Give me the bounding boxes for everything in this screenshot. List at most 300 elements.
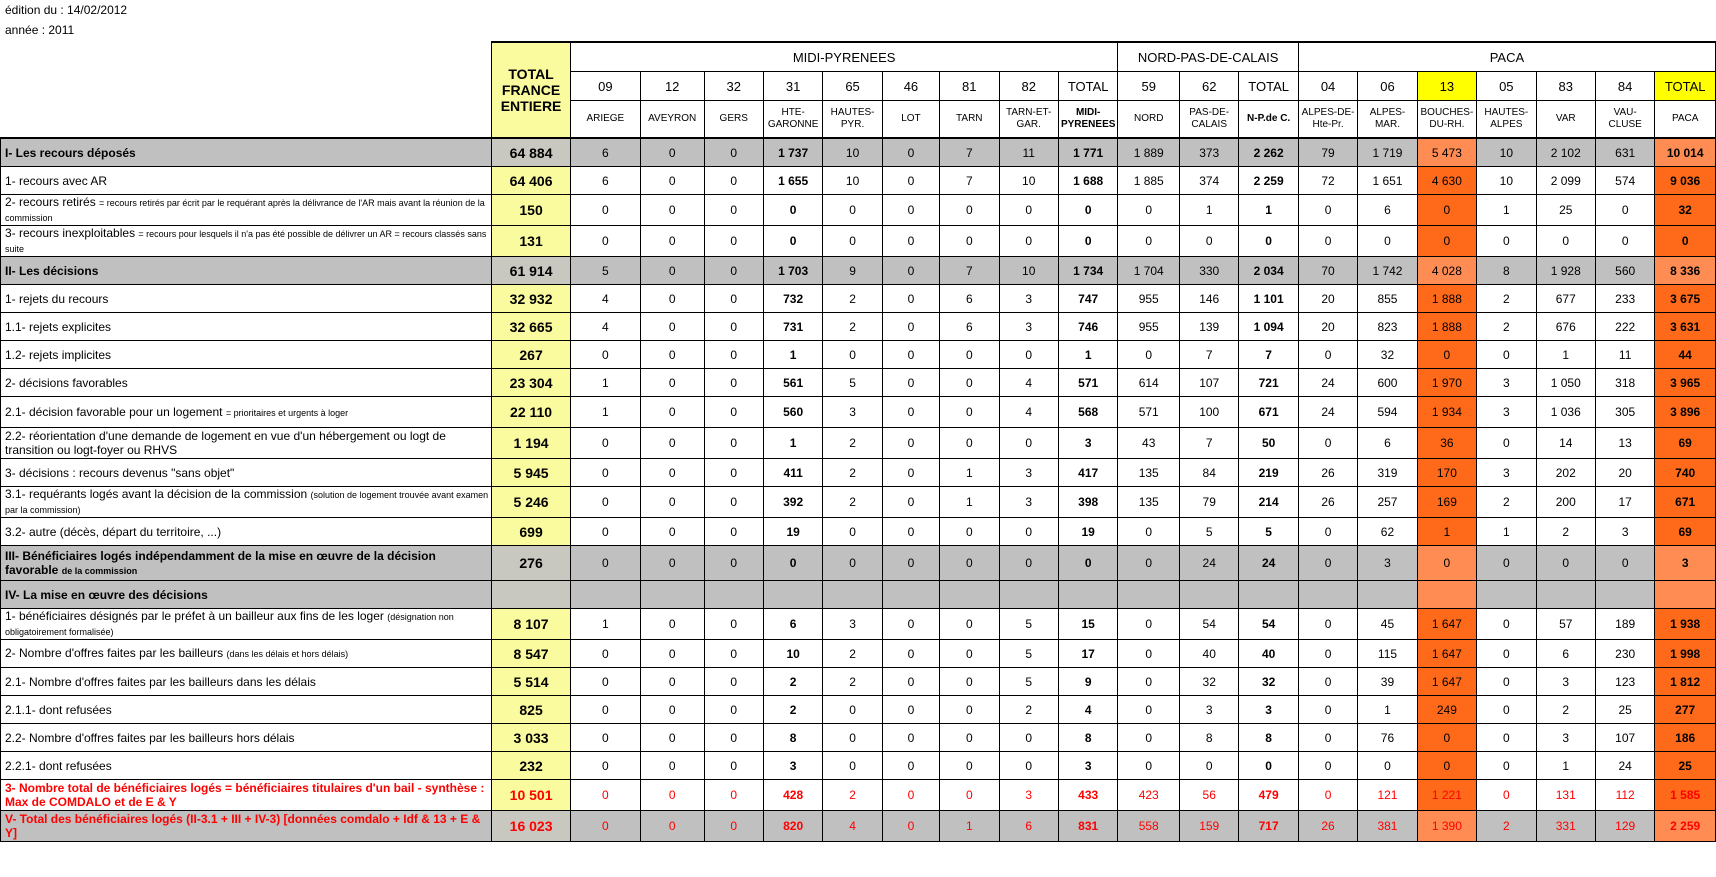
value-cell: 84 bbox=[1180, 459, 1239, 487]
dept-name-header: AVEYRON bbox=[640, 101, 704, 139]
value-cell: 318 bbox=[1595, 369, 1654, 397]
value-cell bbox=[1358, 581, 1417, 609]
value-cell: 0 bbox=[940, 640, 999, 668]
value-cell: 0 bbox=[640, 724, 704, 752]
value-cell: 277 bbox=[1655, 696, 1716, 724]
value-cell: 0 bbox=[1477, 724, 1536, 752]
value-cell: 0 bbox=[570, 724, 640, 752]
row-label-text: 1- rejets du recours bbox=[5, 291, 109, 306]
row-label bbox=[1, 546, 492, 581]
value-cell: 0 bbox=[1118, 668, 1180, 696]
value-cell: 2 bbox=[1477, 487, 1536, 518]
region-midi-pyrenees: MIDI-PYRENEES bbox=[570, 42, 1118, 72]
value-cell: 6 bbox=[763, 609, 822, 640]
value-cell: 3 bbox=[763, 752, 822, 780]
dept-code-header: TOTAL bbox=[1239, 72, 1298, 101]
dept-name-header: HAUTES-PYR. bbox=[823, 101, 882, 139]
value-cell: 9 bbox=[1058, 668, 1118, 696]
table-row bbox=[1, 195, 1716, 226]
dept-code-header: 04 bbox=[1298, 72, 1357, 101]
value-cell: 0 bbox=[882, 724, 939, 752]
value-cell: 1 938 bbox=[1655, 609, 1716, 640]
value-cell: 1 bbox=[1358, 696, 1417, 724]
row-label-text: 2.1.1- dont refusées bbox=[5, 702, 112, 717]
value-cell: 0 bbox=[940, 226, 999, 257]
value-cell: 26 bbox=[1298, 811, 1357, 842]
value-cell: 0 bbox=[1298, 752, 1357, 780]
value-cell: 0 bbox=[763, 195, 822, 226]
value-cell: 24 bbox=[1298, 397, 1357, 428]
table-row bbox=[1, 226, 1716, 257]
value-cell: 170 bbox=[1417, 459, 1476, 487]
value-cell: 0 bbox=[1298, 668, 1357, 696]
value-cell: 2 099 bbox=[1536, 167, 1595, 195]
value-cell: 36 bbox=[1417, 428, 1476, 459]
value-cell: 305 bbox=[1595, 397, 1654, 428]
edition-date: édition du : 14/02/2012 bbox=[5, 3, 128, 17]
value-cell: 0 bbox=[940, 724, 999, 752]
value-cell: 0 bbox=[1477, 546, 1536, 581]
value-cell: 17 bbox=[1058, 640, 1118, 668]
table-row bbox=[1, 668, 1716, 696]
table-row bbox=[1, 724, 1716, 752]
value-cell: 0 bbox=[640, 487, 704, 518]
row-label-text: 2- recours retirés bbox=[5, 195, 96, 209]
value-cell: 5 bbox=[1239, 518, 1298, 546]
row-label-note: = prioritaires et urgents à loger bbox=[225, 407, 349, 418]
value-cell: 0 bbox=[940, 780, 999, 811]
value-cell: 24 bbox=[1239, 546, 1298, 581]
value-cell: 677 bbox=[1536, 285, 1595, 313]
value-cell: 2 bbox=[823, 459, 882, 487]
value-cell: 0 bbox=[1477, 226, 1536, 257]
table-row bbox=[1, 640, 1716, 668]
row-label-text: I- Les recours déposés bbox=[5, 145, 136, 160]
row-label bbox=[1, 341, 492, 369]
value-cell: 43 bbox=[1118, 428, 1180, 459]
value-cell: 0 bbox=[882, 640, 939, 668]
value-cell: 0 bbox=[640, 459, 704, 487]
value-cell: 1 998 bbox=[1655, 640, 1716, 668]
table-row bbox=[1, 581, 1716, 609]
value-cell: 3 bbox=[999, 487, 1058, 518]
value-cell: 0 bbox=[640, 696, 704, 724]
value-cell: 1 655 bbox=[763, 167, 822, 195]
value-cell: 1 734 bbox=[1058, 257, 1118, 285]
value-cell: 0 bbox=[882, 546, 939, 581]
value-cell: 0 bbox=[882, 752, 939, 780]
value-cell: 32 bbox=[1180, 668, 1239, 696]
row-label-text: II- Les décisions bbox=[5, 263, 99, 278]
value-cell: 0 bbox=[570, 518, 640, 546]
value-cell: 32 bbox=[1655, 195, 1716, 226]
value-cell: 3 bbox=[1655, 546, 1716, 581]
value-cell: 2 bbox=[1477, 313, 1536, 341]
value-cell: 1 bbox=[763, 341, 822, 369]
value-cell: 0 bbox=[823, 226, 882, 257]
row-label-note: = recours retirés par écrit par le requérant après la délivrance de l'AR mais avant la réunion de la commission bbox=[5, 198, 485, 223]
value-cell: 2 bbox=[823, 285, 882, 313]
value-cell: 0 bbox=[1477, 609, 1536, 640]
corner-blank bbox=[1, 42, 492, 138]
value-cell: 3 bbox=[1358, 546, 1417, 581]
value-cell: 0 bbox=[570, 487, 640, 518]
value-cell: 3 bbox=[1536, 668, 1595, 696]
row-label bbox=[1, 226, 492, 257]
value-cell: 121 bbox=[1358, 780, 1417, 811]
value-cell: 1 647 bbox=[1417, 640, 1476, 668]
value-cell: 5 bbox=[570, 257, 640, 285]
table-row bbox=[1, 546, 1716, 581]
value-cell: 0 bbox=[940, 397, 999, 428]
total-france-cell: 5 514 bbox=[492, 668, 571, 696]
value-cell: 0 bbox=[823, 195, 882, 226]
value-cell: 6 bbox=[940, 285, 999, 313]
value-cell: 561 bbox=[763, 369, 822, 397]
dept-name-header: BOUCHES-DU-RH. bbox=[1417, 101, 1476, 139]
value-cell: 2 bbox=[823, 668, 882, 696]
value-cell: 79 bbox=[1298, 138, 1357, 167]
value-cell: 732 bbox=[763, 285, 822, 313]
row-label bbox=[1, 167, 492, 195]
region-paca: PACA bbox=[1298, 42, 1715, 72]
value-cell: 6 bbox=[1358, 428, 1417, 459]
value-cell: 0 bbox=[940, 518, 999, 546]
value-cell: 855 bbox=[1358, 285, 1417, 313]
value-cell: 20 bbox=[1298, 313, 1357, 341]
total-france-cell: 61 914 bbox=[492, 257, 571, 285]
value-cell: 8 bbox=[1477, 257, 1536, 285]
value-cell: 0 bbox=[1180, 226, 1239, 257]
dept-name-header: ALPES-MAR. bbox=[1358, 101, 1417, 139]
row-label bbox=[1, 609, 492, 640]
value-cell: 6 bbox=[1358, 195, 1417, 226]
value-cell: 8 bbox=[1180, 724, 1239, 752]
row-label-text: 2.1- décision favorable pour un logement bbox=[5, 404, 223, 419]
value-cell: 0 bbox=[640, 518, 704, 546]
value-cell: 2 bbox=[823, 780, 882, 811]
value-cell: 0 bbox=[704, 167, 763, 195]
value-cell: 0 bbox=[1118, 609, 1180, 640]
value-cell: 3 896 bbox=[1655, 397, 1716, 428]
value-cell: 0 bbox=[570, 811, 640, 842]
value-cell: 219 bbox=[1239, 459, 1298, 487]
value-cell: 0 bbox=[570, 668, 640, 696]
value-cell: 2 bbox=[763, 696, 822, 724]
value-cell: 2 bbox=[763, 668, 822, 696]
value-cell: 0 bbox=[1298, 428, 1357, 459]
value-cell: 202 bbox=[1536, 459, 1595, 487]
value-cell: 40 bbox=[1180, 640, 1239, 668]
table-row bbox=[1, 518, 1716, 546]
value-cell: 0 bbox=[1477, 668, 1536, 696]
value-cell: 0 bbox=[940, 195, 999, 226]
row-label bbox=[1, 696, 492, 724]
value-cell: 0 bbox=[704, 724, 763, 752]
value-cell: 169 bbox=[1417, 487, 1476, 518]
value-cell: 3 965 bbox=[1655, 369, 1716, 397]
value-cell: 25 bbox=[1655, 752, 1716, 780]
value-cell: 1 094 bbox=[1239, 313, 1298, 341]
value-cell: 0 bbox=[882, 397, 939, 428]
value-cell: 0 bbox=[823, 752, 882, 780]
value-cell: 24 bbox=[1180, 546, 1239, 581]
total-france-cell: 16 023 bbox=[492, 811, 571, 842]
total-france-cell: 22 110 bbox=[492, 397, 571, 428]
value-cell: 0 bbox=[704, 640, 763, 668]
value-cell: 1 bbox=[1239, 195, 1298, 226]
value-cell: 1 970 bbox=[1417, 369, 1476, 397]
value-cell: 11 bbox=[1595, 341, 1654, 369]
value-cell: 331 bbox=[1536, 811, 1595, 842]
value-cell: 746 bbox=[1058, 313, 1118, 341]
value-cell: 72 bbox=[1298, 167, 1357, 195]
dept-code-header: 32 bbox=[704, 72, 763, 101]
value-cell: 3 bbox=[999, 459, 1058, 487]
row-label bbox=[1, 780, 492, 811]
value-cell: 0 bbox=[570, 459, 640, 487]
value-cell: 381 bbox=[1358, 811, 1417, 842]
value-cell: 0 bbox=[1298, 226, 1357, 257]
value-cell bbox=[1180, 581, 1239, 609]
row-label bbox=[1, 518, 492, 546]
value-cell: 0 bbox=[1298, 640, 1357, 668]
value-cell: 3 bbox=[1239, 696, 1298, 724]
value-cell: 479 bbox=[1239, 780, 1298, 811]
value-cell bbox=[940, 581, 999, 609]
value-cell: 0 bbox=[1118, 640, 1180, 668]
value-cell bbox=[1417, 581, 1476, 609]
total-france-cell: 64 884 bbox=[492, 138, 571, 167]
value-cell: 54 bbox=[1180, 609, 1239, 640]
dept-code-header: 31 bbox=[763, 72, 822, 101]
value-cell: 671 bbox=[1239, 397, 1298, 428]
value-cell: 0 bbox=[823, 724, 882, 752]
value-cell: 0 bbox=[1180, 752, 1239, 780]
value-cell: 0 bbox=[1298, 195, 1357, 226]
dept-name-header: MIDI-PYRENEES bbox=[1058, 101, 1118, 139]
value-cell: 50 bbox=[1239, 428, 1298, 459]
value-cell: 0 bbox=[999, 752, 1058, 780]
value-cell: 0 bbox=[1118, 752, 1180, 780]
value-cell: 6 bbox=[570, 167, 640, 195]
value-cell: 3 bbox=[823, 397, 882, 428]
value-cell: 54 bbox=[1239, 609, 1298, 640]
value-cell: 5 bbox=[999, 668, 1058, 696]
value-cell: 3 bbox=[1595, 518, 1654, 546]
value-cell: 1 bbox=[940, 459, 999, 487]
value-cell: 20 bbox=[1595, 459, 1654, 487]
value-cell: 1 bbox=[940, 811, 999, 842]
value-cell: 0 bbox=[823, 546, 882, 581]
value-cell: 1 bbox=[570, 609, 640, 640]
value-cell: 25 bbox=[1595, 696, 1654, 724]
value-cell: 24 bbox=[1595, 752, 1654, 780]
value-cell: 0 bbox=[640, 341, 704, 369]
value-cell: 600 bbox=[1358, 369, 1417, 397]
value-cell: 115 bbox=[1358, 640, 1417, 668]
annee: année : 2011 bbox=[5, 23, 75, 37]
row-label-note: de la commission bbox=[61, 565, 138, 576]
value-cell: 0 bbox=[570, 428, 640, 459]
value-cell: 0 bbox=[940, 696, 999, 724]
value-cell: 112 bbox=[1595, 780, 1654, 811]
dept-name-header: PAS-DE-CALAIS bbox=[1180, 101, 1239, 139]
value-cell: 123 bbox=[1595, 668, 1654, 696]
value-cell bbox=[1477, 581, 1536, 609]
value-cell: 0 bbox=[882, 313, 939, 341]
value-cell: 0 bbox=[570, 696, 640, 724]
value-cell: 319 bbox=[1358, 459, 1417, 487]
value-cell: 3 bbox=[1477, 369, 1536, 397]
value-cell: 0 bbox=[882, 285, 939, 313]
value-cell: 7 bbox=[1180, 428, 1239, 459]
value-cell: 214 bbox=[1239, 487, 1298, 518]
value-cell: 0 bbox=[1595, 546, 1654, 581]
row-label-text: 1.2- rejets implicites bbox=[5, 347, 112, 362]
value-cell: 0 bbox=[882, 138, 939, 167]
value-cell: 0 bbox=[704, 459, 763, 487]
value-cell: 3 675 bbox=[1655, 285, 1716, 313]
total-france-header: TOTAL FRANCE ENTIERE bbox=[492, 42, 571, 138]
value-cell: 955 bbox=[1118, 313, 1180, 341]
value-cell: 0 bbox=[1298, 780, 1357, 811]
value-cell: 6 bbox=[999, 811, 1058, 842]
value-cell: 7 bbox=[1180, 341, 1239, 369]
value-cell: 62 bbox=[1358, 518, 1417, 546]
value-cell: 0 bbox=[1058, 546, 1118, 581]
value-cell bbox=[823, 581, 882, 609]
value-cell: 3 bbox=[1058, 428, 1118, 459]
value-cell: 0 bbox=[882, 780, 939, 811]
value-cell: 0 bbox=[763, 226, 822, 257]
value-cell: 25 bbox=[1536, 195, 1595, 226]
total-france-cell: 23 304 bbox=[492, 369, 571, 397]
value-cell: 0 bbox=[704, 487, 763, 518]
dept-name-header: VAU-CLUSE bbox=[1595, 101, 1654, 139]
value-cell: 0 bbox=[882, 668, 939, 696]
table-row bbox=[1, 487, 1716, 518]
value-cell: 1 bbox=[940, 487, 999, 518]
value-cell: 0 bbox=[1298, 518, 1357, 546]
row-label bbox=[1, 581, 492, 609]
dept-code-header: 06 bbox=[1358, 72, 1417, 101]
value-cell: 1 737 bbox=[763, 138, 822, 167]
value-cell: 571 bbox=[1058, 369, 1118, 397]
dept-name-header: HAUTES-ALPES bbox=[1477, 101, 1536, 139]
value-cell: 1 704 bbox=[1118, 257, 1180, 285]
table-row bbox=[1, 780, 1716, 811]
value-cell: 0 bbox=[882, 518, 939, 546]
value-cell: 32 bbox=[1358, 341, 1417, 369]
value-cell: 0 bbox=[640, 257, 704, 285]
total-france-cell: 10 501 bbox=[492, 780, 571, 811]
value-cell: 9 036 bbox=[1655, 167, 1716, 195]
dept-name-header: TARN-ET-GAR. bbox=[999, 101, 1058, 139]
row-label bbox=[1, 257, 492, 285]
dept-code-header: TOTAL bbox=[1655, 72, 1716, 101]
value-cell: 0 bbox=[1595, 195, 1654, 226]
value-cell: 26 bbox=[1298, 487, 1357, 518]
value-cell: 3 bbox=[1536, 724, 1595, 752]
value-cell: 0 bbox=[704, 609, 763, 640]
dept-name-header: ARIEGE bbox=[570, 101, 640, 139]
value-cell: 0 bbox=[640, 428, 704, 459]
value-cell: 574 bbox=[1595, 167, 1654, 195]
value-cell: 2 259 bbox=[1239, 167, 1298, 195]
value-cell: 15 bbox=[1058, 609, 1118, 640]
value-cell: 5 bbox=[999, 640, 1058, 668]
value-cell: 0 bbox=[1477, 428, 1536, 459]
value-cell: 10 bbox=[1477, 138, 1536, 167]
value-cell: 4 028 bbox=[1417, 257, 1476, 285]
value-cell: 76 bbox=[1358, 724, 1417, 752]
row-label-text: 2.1- Nombre d'offres faites par les bailleurs dans les délais bbox=[5, 674, 316, 689]
table-row bbox=[1, 609, 1716, 640]
dept-name-header: LOT bbox=[882, 101, 939, 139]
value-cell: 1 688 bbox=[1058, 167, 1118, 195]
value-cell: 0 bbox=[704, 811, 763, 842]
value-cell: 1 888 bbox=[1417, 285, 1476, 313]
value-cell: 0 bbox=[1298, 609, 1357, 640]
value-cell: 0 bbox=[1417, 195, 1476, 226]
row-label bbox=[1, 811, 492, 842]
row-label-text: 3- Nombre total de bénéficiaires logés = bénéficiaires titulaires d'un bail - synthèse : Max de COMDALO et de E & Y bbox=[5, 781, 485, 809]
total-france-cell: 131 bbox=[492, 226, 571, 257]
row-label bbox=[1, 313, 492, 341]
total-france-cell: 32 932 bbox=[492, 285, 571, 313]
value-cell: 560 bbox=[763, 397, 822, 428]
total-france-cell: 5 945 bbox=[492, 459, 571, 487]
dept-name-header: HTE-GARONNE bbox=[763, 101, 822, 139]
value-cell: 0 bbox=[940, 341, 999, 369]
value-cell: 70 bbox=[1298, 257, 1357, 285]
value-cell: 45 bbox=[1358, 609, 1417, 640]
value-cell: 8 bbox=[763, 724, 822, 752]
row-label bbox=[1, 752, 492, 780]
value-cell: 10 bbox=[1477, 167, 1536, 195]
value-cell: 0 bbox=[704, 341, 763, 369]
value-cell: 186 bbox=[1655, 724, 1716, 752]
value-cell: 129 bbox=[1595, 811, 1654, 842]
dept-code-header: 62 bbox=[1180, 72, 1239, 101]
dept-code-header: 46 bbox=[882, 72, 939, 101]
value-cell bbox=[1239, 581, 1298, 609]
table-row bbox=[1, 459, 1716, 487]
table-row bbox=[1, 811, 1716, 842]
row-label-text: 2- décisions favorables bbox=[5, 375, 128, 390]
value-cell: 631 bbox=[1595, 138, 1654, 167]
value-cell: 0 bbox=[640, 609, 704, 640]
value-cell: 1 bbox=[1536, 752, 1595, 780]
dept-name-header: NORD bbox=[1118, 101, 1180, 139]
value-cell: 57 bbox=[1536, 609, 1595, 640]
value-cell: 139 bbox=[1180, 313, 1239, 341]
value-cell: 373 bbox=[1180, 138, 1239, 167]
value-cell: 2 bbox=[999, 696, 1058, 724]
value-cell: 0 bbox=[640, 640, 704, 668]
row-label-note: = recours pour lesquels il n'a pas été possible de délivrer un AR = recours classés sans suite bbox=[5, 229, 487, 254]
value-cell: 0 bbox=[999, 195, 1058, 226]
value-cell: 0 bbox=[640, 369, 704, 397]
value-cell: 1 647 bbox=[1417, 668, 1476, 696]
value-cell: 0 bbox=[999, 341, 1058, 369]
value-cell: 4 630 bbox=[1417, 167, 1476, 195]
value-cell: 44 bbox=[1655, 341, 1716, 369]
table-row bbox=[1, 138, 1716, 167]
value-cell: 374 bbox=[1180, 167, 1239, 195]
value-cell: 1 bbox=[1180, 195, 1239, 226]
